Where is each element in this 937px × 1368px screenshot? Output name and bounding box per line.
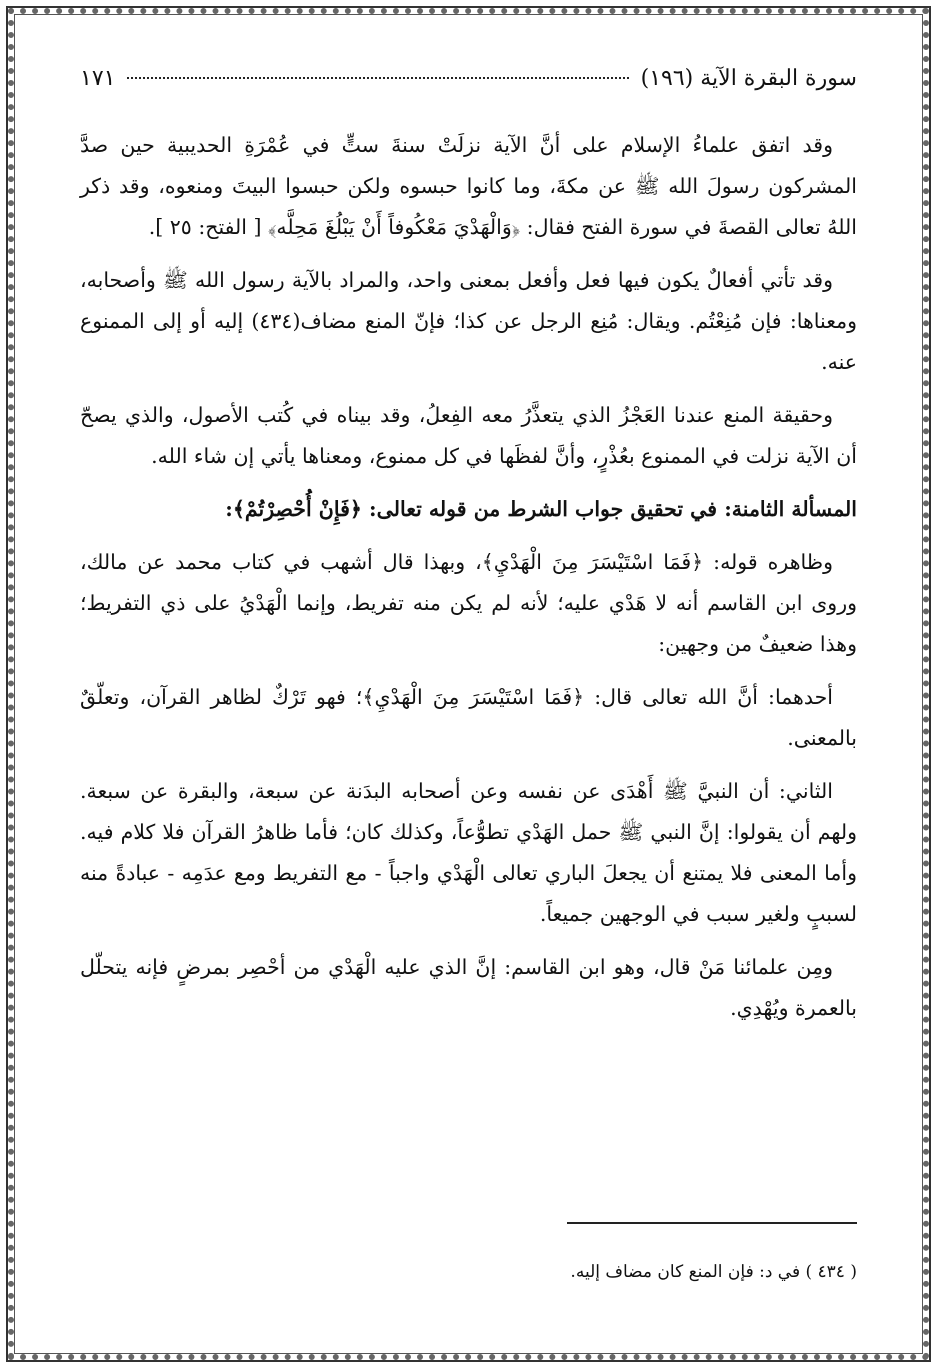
paragraph-1: وقد اتفق علماءُ الإسلام على أنَّ الآية نزلَتْ سنةَ ستٍّ في عُمْرَةِ الحديبية حين صدَّ المشركون رسولَ الله ﷺ عن مكةَ، وما كانوا حبسوه ولكن حبسوا البيتَ ومنعوه، وقد ذكر اللهُ تعالى القصةَ في سورة الفتح فقال: ﴿وَالْهَدْيَ مَعْكُوفاً أَنْ يَبْلُغَ مَحِلَّه﴾ [ الفتح: ٢٥ ].: [80, 133, 857, 239]
paragraph-7: ومِن علمائنا مَنْ قال، وهو ابن القاسم: إنَّ الذي عليه الْهَدْي من أحْصِر بمرضٍ فإنه يتحلّل بالعمرة ويُهْدِي.: [80, 955, 857, 1020]
footnote-separator: [567, 1222, 857, 1224]
paragraph-5: أحدهما: أنَّ الله تعالى قال: ﴿فَمَا اسْتَيْسَرَ مِنَ الْهَدْيِ﴾؛ فهو تَرْكٌ لظاهر القرآن، وتعلّقٌ بالمعنى.: [80, 685, 857, 750]
paragraph-3: وحقيقة المنع عندنا العَجْزُ الذي يتعذَّرُ معه الفِعلُ، وقد بيناه في كُتب الأصول، والذي يصحّ أن الآية نزلت في الممنوع بعُذْرٍ، وأنَّ لفظَها في كل ممنوع، ومعناها يأتي إن شاء الله.: [80, 403, 857, 468]
paragraph-2: وقد تأتي أفعالٌ يكون فيها فعل وأفعل بمعنى واحد، والمراد بالآية رسول الله ﷺ وأصحابه، ومعناها: فإن مُنِعْتُم. ويقال: مُنِع الرجل عن كذا؛ فإنّ المنع مضاف(٤٣٤) إليه أو إلى الممنوع عنه.: [80, 268, 857, 374]
header-title: سورة البقرة الآية (١٩٦): [640, 66, 857, 91]
page-number: ١٧١: [80, 66, 116, 91]
page-content: [80, 66, 857, 1041]
paragraph-4: وظاهره قوله: ﴿فَمَا اسْتَيْسَرَ مِنَ الْهَدْيِ﴾، وبهذا قال أشهب في كتاب محمد عن مالك، وروى ابن القاسم أنه لا هَدْي عليه؛ لأنه لم يكن منه تفريط، وإنما الْهَدْيُ على ذي التفريط؛ وهذا ضعيفٌ من وجهين:: [80, 550, 857, 656]
header-leader-dots: [127, 77, 628, 79]
running-header: [80, 66, 857, 91]
footnote: ( ٤٣٤ ) في د: فإن المنع كان مضاف إليه.: [570, 1262, 857, 1282]
section-heading: المسألة الثامنة: في تحقيق جواب الشرط من قوله تعالى: ﴿فَإِنْ أُحْصِرْتُمْ﴾:: [225, 497, 857, 521]
paragraph-6: الثاني: أن النبيَّ ﷺ أَهْدَى عن نفسه وعن أصحابه البدَنة عن سبعة، والبقرة عن سبعة. ولهم أن يقولوا: إنَّ النبي ﷺ حمل الهَدْي تطوُّعاً، وكذلك كان؛ فأما ظاهرُ القرآن فلا كلام فيه. وأما المعنى فلا يمتنع أن يجعلَ الباري تعالى الْهَدْي واجباً - مع التفريط ومع عدَمِه - عبادةً منه لسببٍ ولغير سبب في الوجهين جميعاً.: [80, 779, 857, 926]
